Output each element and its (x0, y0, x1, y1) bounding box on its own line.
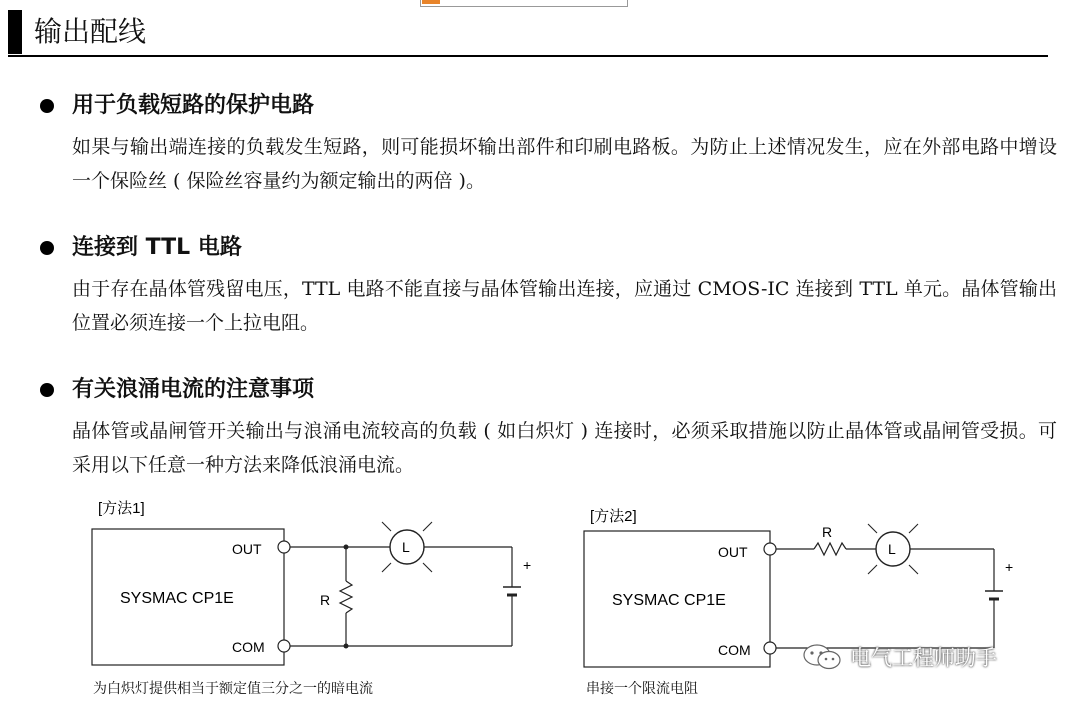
heading-bar (8, 10, 22, 54)
resistor-label: R (320, 592, 331, 608)
diagram-label: [方法1] (98, 500, 145, 517)
com-terminal (764, 642, 776, 654)
circuit-diagram-1 (80, 495, 550, 675)
resistor-symbol (814, 543, 846, 555)
lamp-ray (382, 563, 391, 572)
diagram-caption-1: 为白炽灯提供相当于额定值三分之一的暗电流 (93, 681, 373, 697)
com-terminal-label: COM (718, 642, 751, 658)
bullet-icon (40, 99, 54, 113)
watermark (800, 642, 997, 672)
resistor-label: R (822, 524, 833, 540)
device-name: SYSMAC CP1E (120, 590, 234, 607)
lamp-ray (909, 524, 918, 533)
lamp-label: L (888, 541, 896, 557)
page-heading: 输出配线 (34, 15, 147, 48)
device-name: SYSMAC CP1E (612, 592, 726, 609)
section-body: 由于存在晶体管残留电压，TTL 电路不能直接与晶体管输出连接，应通过 CMOS-IC 连接到 TTL 单元。晶体管输出位置必须连接一个上拉电阻。 (72, 278, 1057, 334)
diagram-caption-2: 串接一个限流电阻 (586, 681, 698, 697)
out-terminal (764, 543, 776, 555)
diagram-label: [方法2] (590, 508, 637, 525)
com-terminal-label: COM (232, 639, 265, 655)
wechat-icon (800, 642, 844, 672)
lamp-ray (382, 522, 391, 531)
top-tab-accent (422, 0, 440, 4)
out-terminal-label: OUT (718, 544, 748, 560)
lamp-label: L (402, 539, 410, 555)
lamp-ray (423, 522, 432, 531)
top-tab (420, 0, 628, 7)
lamp-ray (909, 565, 918, 574)
lamp-ray (868, 524, 877, 533)
bullet-icon (40, 383, 54, 397)
lamp-ray (423, 563, 432, 572)
bullet-icon (40, 241, 54, 255)
out-terminal-label: OUT (232, 541, 262, 557)
section-body: 晶体管或晶闸管开关输出与浪涌电流较高的负载 ( 如白炽灯 ) 连接时，必须采取措施以防止晶体管或晶闸管受损。可采用以下任意一种方法来降低浪涌电流。 (72, 420, 1057, 476)
section-title: 用于负载短路的保护电路 (72, 93, 315, 118)
diagram-method-1 (80, 495, 550, 679)
lamp-ray (868, 565, 877, 574)
section-title: 有关浪涌电流的注意事项 (72, 377, 315, 402)
resistor-symbol (340, 581, 352, 613)
watermark-text: 电气工程师助手 (850, 646, 997, 670)
out-terminal (278, 541, 290, 553)
com-terminal (278, 640, 290, 652)
heading-rule (8, 55, 1048, 57)
section-body: 如果与输出端连接的负载发生短路，则可能损坏输出部件和印刷电路板。为防止上述情况发生，应在外部电路中增设一个保险丝 ( 保险丝容量约为额定输出的两倍 )。 (72, 136, 1057, 192)
battery-plus-label: + (523, 557, 532, 573)
battery-plus-label: + (1005, 559, 1014, 575)
section-title: 连接到 TTL 电路 (72, 235, 242, 260)
